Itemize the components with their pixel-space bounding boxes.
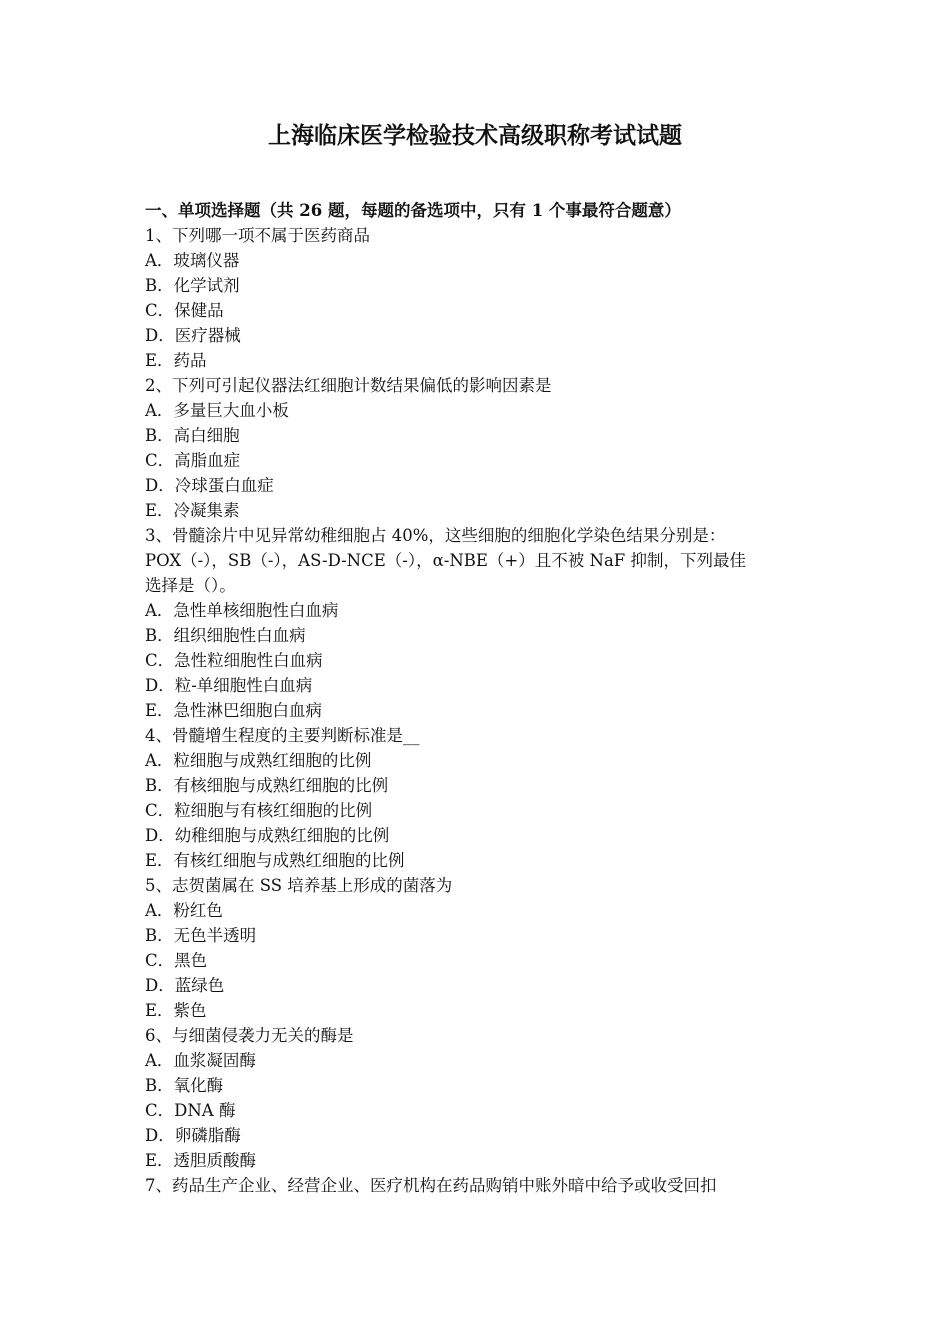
option-a: A．粉红色 [145,901,223,920]
option-a: A．急性单核细胞性白血病 [145,601,339,620]
option-b: B．高白细胞 [145,426,240,445]
question-3 [145,523,813,723]
option-d: D．蓝绿色 [145,976,225,995]
option-e: E．冷凝集素 [145,501,240,520]
question-stem-line-1: 3、骨髓涂片中见异常幼稚细胞占 40%，这些细胞的细胞化学染色结果分别是： [145,526,726,545]
exam-content [145,198,813,1198]
option-a: A．多量巨大血小板 [145,401,289,420]
option-e: E．透胆质酸酶 [145,1151,257,1170]
document-title: 上海临床医学检验技术高级职称考试试题 [268,122,682,149]
option-e: E．急性淋巴细胞白血病 [145,701,323,720]
option-a: A．粒细胞与成熟红细胞的比例 [145,751,372,770]
option-d: D．幼稚细胞与成熟红细胞的比例 [145,826,390,845]
question-stem: 6、与细菌侵袭力无关的酶是 [145,1026,354,1045]
option-b: B．氧化酶 [145,1076,224,1095]
question-4 [145,723,813,873]
option-a: A．玻璃仪器 [145,251,240,270]
option-b: B．有核细胞与成熟红细胞的比例 [145,776,389,795]
question-stem: 2、下列可引起仪器法红细胞计数结果偏低的影响因素是 [145,376,552,395]
option-d: D．医疗器械 [145,326,241,345]
question-stem: 4、骨髓增生程度的主要判断标准是__ [145,726,420,745]
question-stem-line-3: 选择是（）。 [145,576,236,595]
option-e: E．有核红细胞与成熟红细胞的比例 [145,851,405,870]
question-1 [145,223,813,373]
option-c: C．DNA 酶 [145,1101,236,1120]
option-c: C．高脂血症 [145,451,241,470]
question-2 [145,373,813,523]
option-b: B．化学试剂 [145,276,240,295]
option-d: D．冷球蛋白血症 [145,476,274,495]
question-5 [145,873,813,1023]
option-c: C．保健品 [145,301,224,320]
question-6 [145,1023,813,1173]
option-c: C．急性粒细胞性白血病 [145,651,323,670]
section-heading: 一、单项选择题（共 26 题，每题的备选项中，只有 1 个事最符合题意） [145,201,681,220]
question-stem: 1、下列哪一项不属于医药商品 [145,226,370,245]
option-c: C．粒细胞与有核红细胞的比例 [145,801,373,820]
option-a: A．血浆凝固酶 [145,1051,256,1070]
question-stem-line-2: POX（-），SB（-），AS-D-NCE（-），α-NBE（+）且不被 NaF 抑制，下列最佳 [145,551,746,570]
question-7 [145,1173,813,1198]
option-b: B．组织细胞性白血病 [145,626,306,645]
question-stem: 7、药品生产企业、经营企业、医疗机构在药品购销中账外暗中给予或收受回扣 [145,1176,717,1195]
option-c: C．黑色 [145,951,208,970]
question-stem: 5、志贺菌属在 SS 培养基上形成的菌落为 [145,876,453,895]
option-e: E．药品 [145,351,207,370]
option-d: D．粒-单细胞性白血病 [145,676,313,695]
option-e: E．紫色 [145,1001,207,1020]
option-d: D．卵磷脂酶 [145,1126,241,1145]
option-b: B．无色半透明 [145,926,257,945]
